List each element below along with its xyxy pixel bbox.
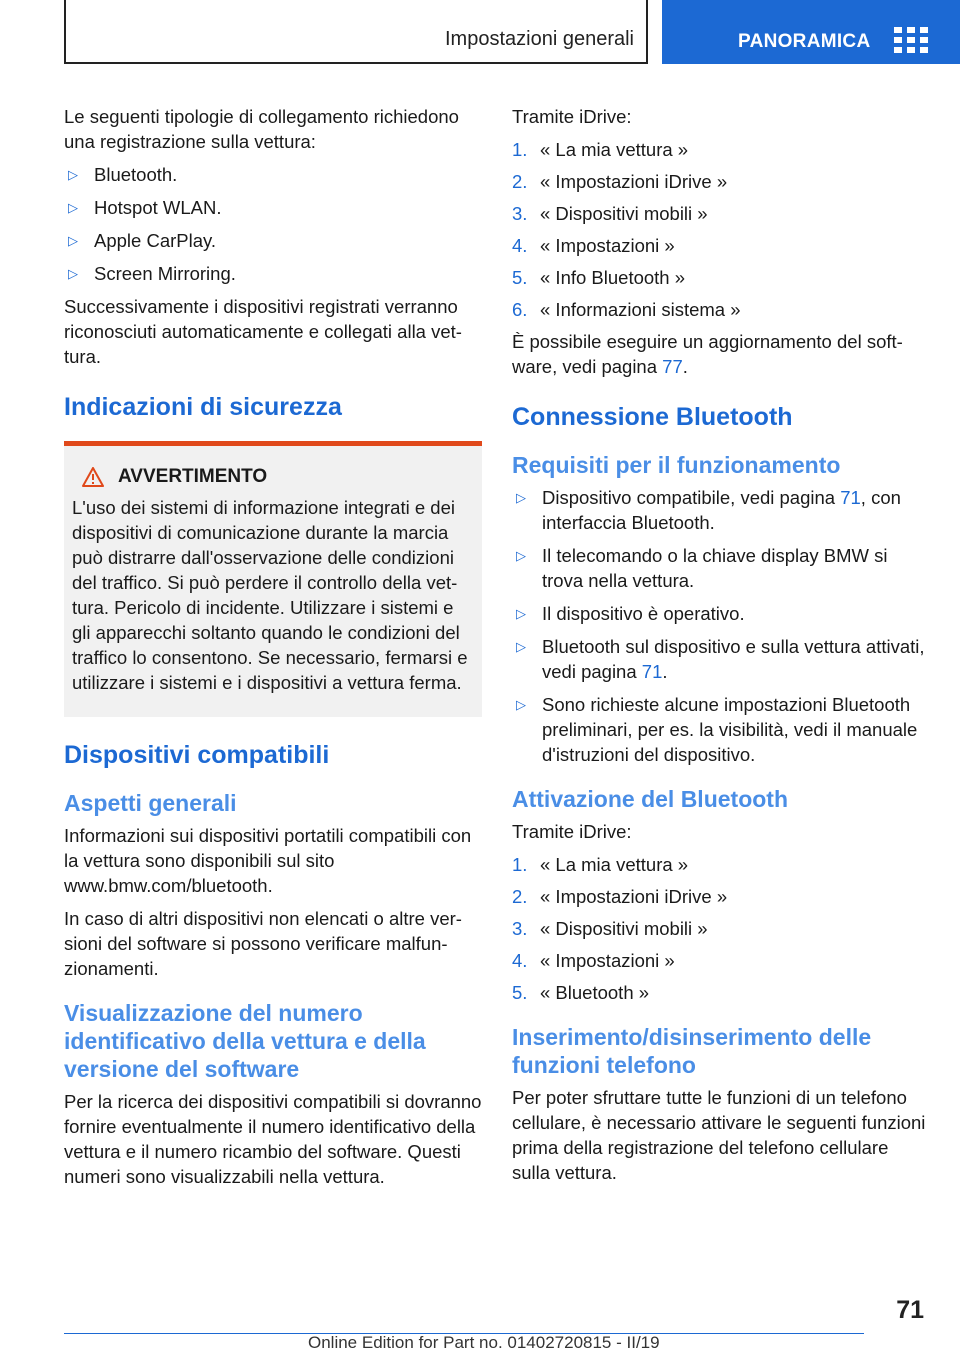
warning-title: AVVERTIMENTO xyxy=(118,466,268,487)
step-item xyxy=(512,916,930,941)
step-item xyxy=(512,884,930,909)
requirement-item xyxy=(512,485,930,535)
list-item xyxy=(64,228,482,253)
step-text: « Impostazioni » xyxy=(540,950,675,971)
step-text: « Impostazioni iDrive » xyxy=(540,171,728,192)
requirement-text-main: Il telecomando o la chiave display BMW si trova nella vettura. xyxy=(542,545,888,591)
step-item xyxy=(512,169,930,194)
step-number: 5. xyxy=(512,982,528,1003)
update-paragraph xyxy=(512,329,930,379)
idrive-label: Tramite iDrive: xyxy=(512,106,632,127)
page-link[interactable]: 71 xyxy=(641,661,663,682)
requirement-text-main: Bluetooth sul dispositivo e sulla vettura attivati, vedi pagina xyxy=(542,636,925,682)
header-section-box xyxy=(64,0,648,64)
step-text: « La mia vettura » xyxy=(540,139,689,160)
step-number: 4. xyxy=(512,235,528,256)
step-item xyxy=(512,201,930,226)
registration-paragraph: Successivamente i dispositivi registrati verranno riconosciuti automaticamente e collegati alla vettura. xyxy=(64,296,462,367)
activation-heading: Attivazione del Bluetooth xyxy=(512,786,788,812)
step-text: « La mia vettura » xyxy=(540,854,689,875)
page-link[interactable]: 71 xyxy=(840,487,861,508)
requirement-item xyxy=(512,634,930,684)
idrive-label-2: Tramite iDrive: xyxy=(512,821,632,842)
requirement-text-end: , con interfaccia Bluetooth. xyxy=(542,487,901,533)
requirement-item xyxy=(512,692,930,767)
step-item xyxy=(512,980,930,1005)
triangle-right-icon: ▷ xyxy=(68,167,78,182)
triangle-right-icon: ▷ xyxy=(516,490,526,505)
grid-icon xyxy=(894,27,930,53)
step-item xyxy=(512,233,930,258)
triangle-right-icon: ▷ xyxy=(516,639,526,654)
general-paragraph-2: In caso di altri dispositivi non elencati o altre versioni del software si possono verificare malfunzionamenti. xyxy=(64,908,462,979)
requirement-text-main: Dispositivo compatibile, vedi pagina xyxy=(542,487,841,508)
intro-paragraph: Le seguenti tipologie di collegamento richiedono una registrazione sulla vettura: xyxy=(64,106,459,152)
requirements-list xyxy=(512,485,930,767)
step-number: 4. xyxy=(512,950,528,971)
triangle-right-icon: ▷ xyxy=(68,266,78,281)
requirement-text-end: . xyxy=(662,661,668,682)
update-text: È possibile eseguire un aggiornamento del software, vedi pagina xyxy=(512,331,903,377)
step-number: 3. xyxy=(512,203,528,224)
list-item xyxy=(64,195,482,220)
requirement-text-main: Il dispositivo è operativo. xyxy=(542,603,745,624)
step-text: « Impostazioni » xyxy=(540,235,675,256)
list-item xyxy=(64,162,482,187)
phone-functions-paragraph: Per poter sfruttare tutte le funzioni di un telefono cellulare, è necessario attivare le seguenti funzioni prima della registrazione del telefono cellulare sulla vettura. xyxy=(512,1087,926,1183)
requirements-heading: Requisiti per il funzionamento xyxy=(512,452,841,478)
triangle-right-icon: ▷ xyxy=(516,606,526,621)
step-number: 2. xyxy=(512,886,528,907)
warning-header xyxy=(72,464,472,489)
requirement-text xyxy=(542,601,745,626)
general-aspects-heading: Aspetti generali xyxy=(64,790,237,816)
page-number: 71 xyxy=(896,1296,924,1324)
triangle-right-icon: ▷ xyxy=(516,548,526,563)
requirement-item xyxy=(512,543,930,593)
step-item xyxy=(512,265,930,290)
list-item xyxy=(64,261,482,286)
vin-paragraph: Per la ricerca dei dispositivi compatibili si dovranno fornire eventualmente il numero identificativo della vettura e il numero ricambio del software. Questi numeri sono visualizzabili nella vettura. xyxy=(64,1091,482,1187)
requirement-text xyxy=(542,543,930,593)
step-number: 2. xyxy=(512,171,528,192)
warning-text: L'uso dei sistemi di informazione integrati e dei dispositivi di comunicazione durante la marcia può distrarre dall'osservazione delle condizioni del traffico. Si può perdere il controllo della vettura. Pericolo di incidente. Utilizzare i sistemi e gli apparecchi soltanto quando le condizioni del traffico lo consentono. Se necessario, fermarsi e utilizzare i sistemi e i dispositivi a vettura ferma. xyxy=(72,497,468,693)
step-item xyxy=(512,852,930,877)
step-item xyxy=(512,297,930,322)
edition-text: Online Edition for Part no. 01402720815 - II/19 xyxy=(308,1333,660,1352)
vin-heading: Visualizzazione del numero identificativo della vettura e della versione del software xyxy=(64,1000,426,1082)
list-item-text: Apple CarPlay. xyxy=(94,230,217,251)
step-item xyxy=(512,948,930,973)
section-title: Impostazioni generali xyxy=(445,28,634,50)
connection-types-list xyxy=(64,162,482,286)
list-item-text: Screen Mirroring. xyxy=(94,263,236,284)
step-number: 6. xyxy=(512,299,528,320)
requirement-text xyxy=(542,485,930,535)
list-item-text: Bluetooth. xyxy=(94,164,178,185)
safety-heading: Indicazioni di sicurezza xyxy=(64,393,342,421)
requirement-text-main: Sono richieste alcune impostazioni Bluetooth preliminari, per es. la visibilità, vedi il manuale d'istruzioni del dispositivo. xyxy=(542,694,918,765)
triangle-right-icon: ▷ xyxy=(68,233,78,248)
tab-label: PANORAMICA xyxy=(738,31,871,52)
compatible-devices-heading: Dispositivi compatibili xyxy=(64,741,330,769)
step-number: 3. xyxy=(512,918,528,939)
step-text: « Dispositivi mobili » xyxy=(540,203,708,224)
triangle-right-icon: ▷ xyxy=(68,200,78,215)
list-item-text: Hotspot WLAN. xyxy=(94,197,222,218)
step-text: « Dispositivi mobili » xyxy=(540,918,708,939)
step-item xyxy=(512,137,930,162)
step-text: « Bluetooth » xyxy=(540,982,650,1003)
info-steps-list xyxy=(512,137,930,322)
right-column xyxy=(512,104,930,1193)
left-column xyxy=(64,104,482,1197)
warning-triangle-icon xyxy=(82,467,104,487)
step-text: « Impostazioni iDrive » xyxy=(540,886,728,907)
page-link-77[interactable]: 77 xyxy=(662,356,683,377)
requirement-text xyxy=(542,692,930,767)
general-paragraph-1: Informazioni sui dispositivi portatili compatibili con la vettura sono disponibili sul sito www.bmw.com/bluetooth. xyxy=(64,825,472,896)
warning-box xyxy=(64,441,482,717)
header-tab-panoramica[interactable] xyxy=(662,0,960,64)
step-number: 1. xyxy=(512,139,528,160)
activation-steps-list xyxy=(512,852,930,1005)
bluetooth-connection-heading: Connessione Bluetooth xyxy=(512,403,793,431)
triangle-right-icon: ▷ xyxy=(516,697,526,712)
step-number: 1. xyxy=(512,854,528,875)
step-text: « Info Bluetooth » xyxy=(540,267,686,288)
step-number: 5. xyxy=(512,267,528,288)
step-text: « Informazioni sistema » xyxy=(540,299,741,320)
update-end: . xyxy=(682,356,688,377)
phone-functions-heading: Inserimento/disinserimento delle funzioni telefono xyxy=(512,1024,872,1078)
requirement-item xyxy=(512,601,930,626)
requirement-text xyxy=(542,634,930,684)
